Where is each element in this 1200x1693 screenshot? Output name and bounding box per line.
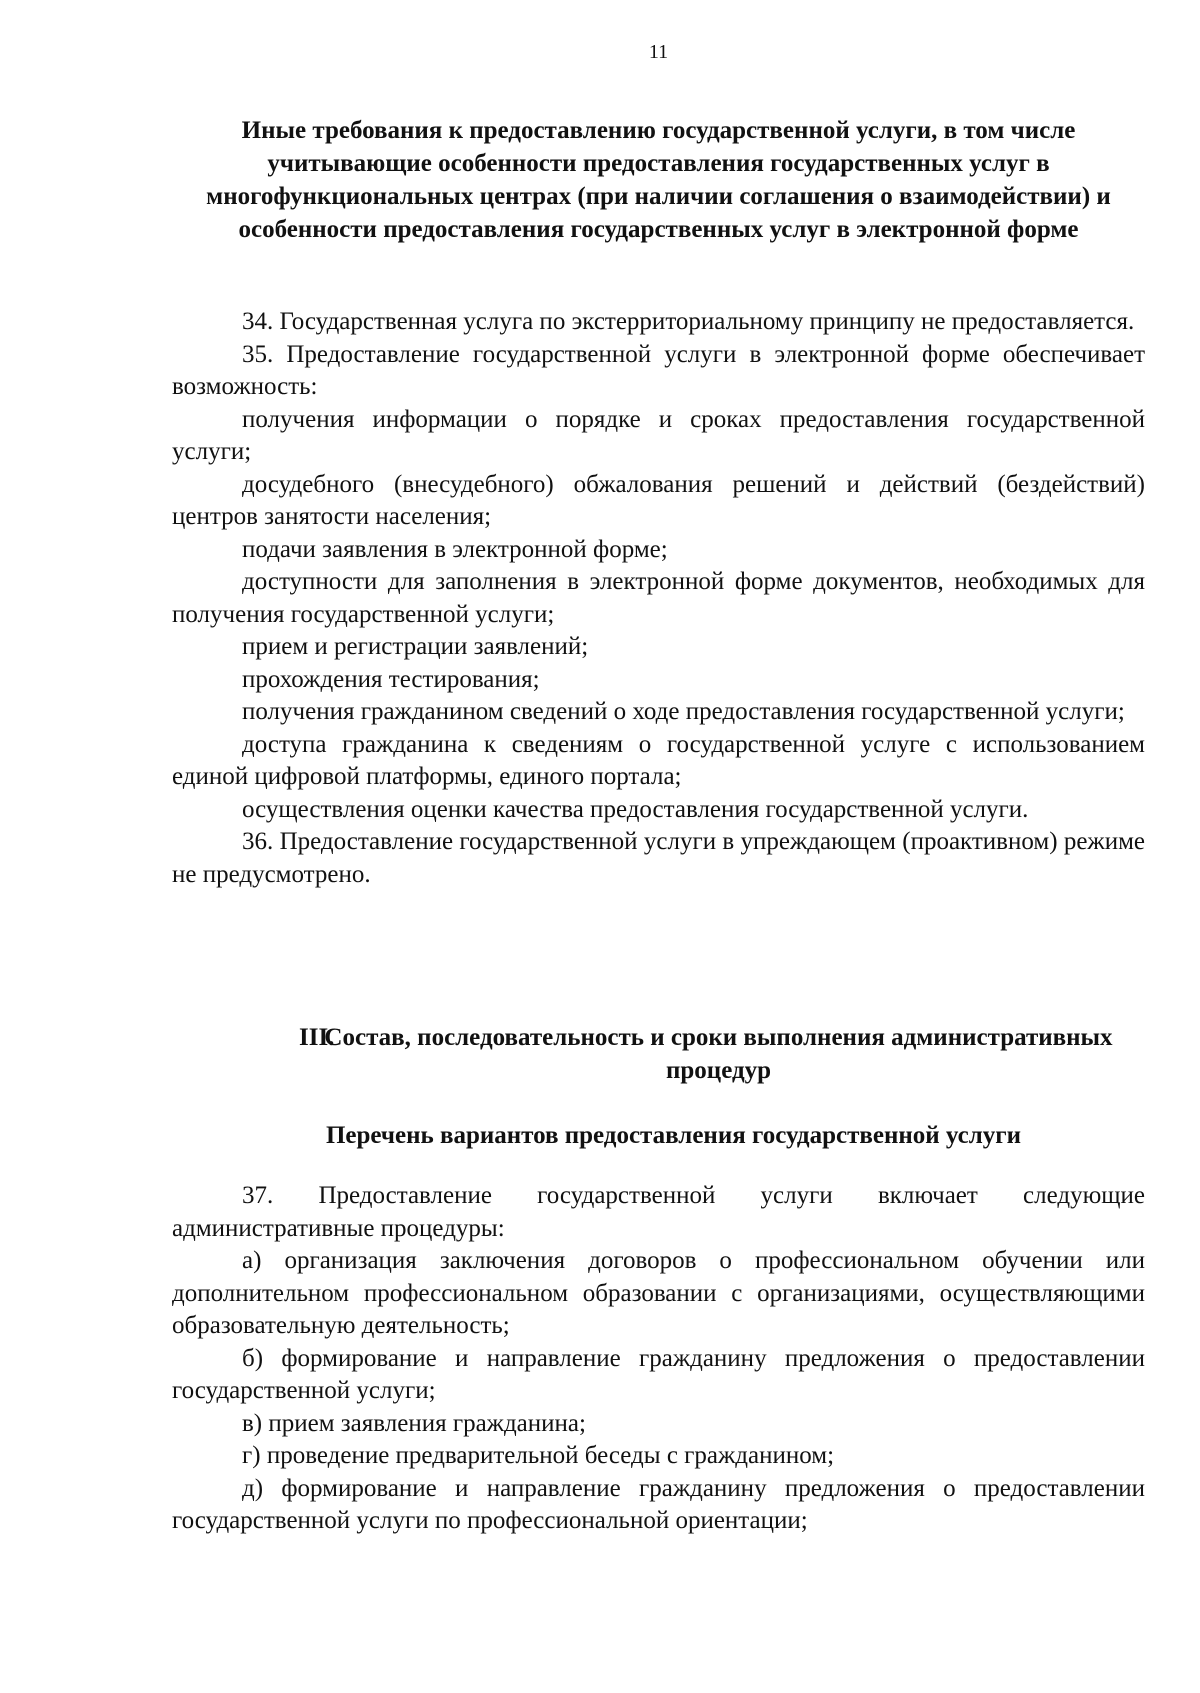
- paragraph: 35. Предоставление государственной услуги в электронной форме обеспечивает возможность:: [172, 340, 1145, 400]
- paragraphs-block-2: [172, 1180, 1145, 1538]
- heading-other-requirements: Иные требования к предоставлению государственной услуги, в том числе учитывающие особенности предоставления государственных услуг в многофункциональных центрах (при наличии соглашения о взаимодействии) и особенности предоставления государственных услуг в электронной форме: [206, 117, 1111, 243]
- paragraph: досудебного (внесудебного) обжалования решений и действий (бездействий) центров занятости населения;: [172, 470, 1145, 530]
- paragraph: в) прием заявления гражданина;: [242, 1409, 586, 1437]
- paragraph: 36. Предоставление государственной услуги в упреждающем (проактивном) режиме не предусмотрено.: [172, 828, 1145, 888]
- section-title: Состав, последовательность и сроки выполнения административных процедур: [324, 1024, 1113, 1084]
- paragraph: 37. Предоставление государственной услуги включает следующие административные процедуры:: [172, 1182, 1145, 1242]
- paragraph: прием и регистрации заявлений;: [242, 633, 589, 660]
- paragraph: получения информации о порядке и сроках предоставления государственной услуги;: [172, 405, 1145, 465]
- paragraph: г) проведение предварительной беседы с гражданином;: [242, 1442, 835, 1469]
- paragraph: 34. Государственная услуга по экстерриториальному принципу не предоставляется.: [242, 308, 1135, 335]
- paragraph: а) организация заключения договоров о профессиональном обучении или дополнительном профессиональном образовании с организациями, осуществляющими образовательную деятельность;: [172, 1247, 1145, 1339]
- section-heading: [172, 1021, 1145, 1087]
- paragraph: подачи заявления в электронной форме;: [242, 535, 668, 563]
- paragraph: получения гражданином сведений о ходе предоставления государственной услуги;: [242, 698, 1125, 725]
- paragraph: осуществления оценки качества предоставления государственной услуги.: [242, 795, 1029, 823]
- paragraph: доступа гражданина к сведениям о государственной услуге с использованием единой цифровой платформы, единого портала;: [172, 730, 1145, 790]
- paragraph: доступности для заполнения в электронной форме документов, необходимых для получения государственной услуги;: [172, 568, 1145, 628]
- section-number: III.: [299, 1024, 335, 1051]
- paragraph: д) формирование и направление гражданину предложения о предоставлении государственной услуги по профессиональной ориентации;: [172, 1474, 1145, 1534]
- paragraphs-block-1: [172, 306, 1145, 891]
- paragraph: б) формирование и направление гражданину предложения о предоставлении государственной услуги;: [172, 1344, 1145, 1404]
- paragraph: прохождения тестирования;: [242, 665, 540, 693]
- page-number: 11: [648, 41, 669, 63]
- heading-variants-list: Перечень вариантов предоставления государственной услуги: [325, 1122, 1022, 1149]
